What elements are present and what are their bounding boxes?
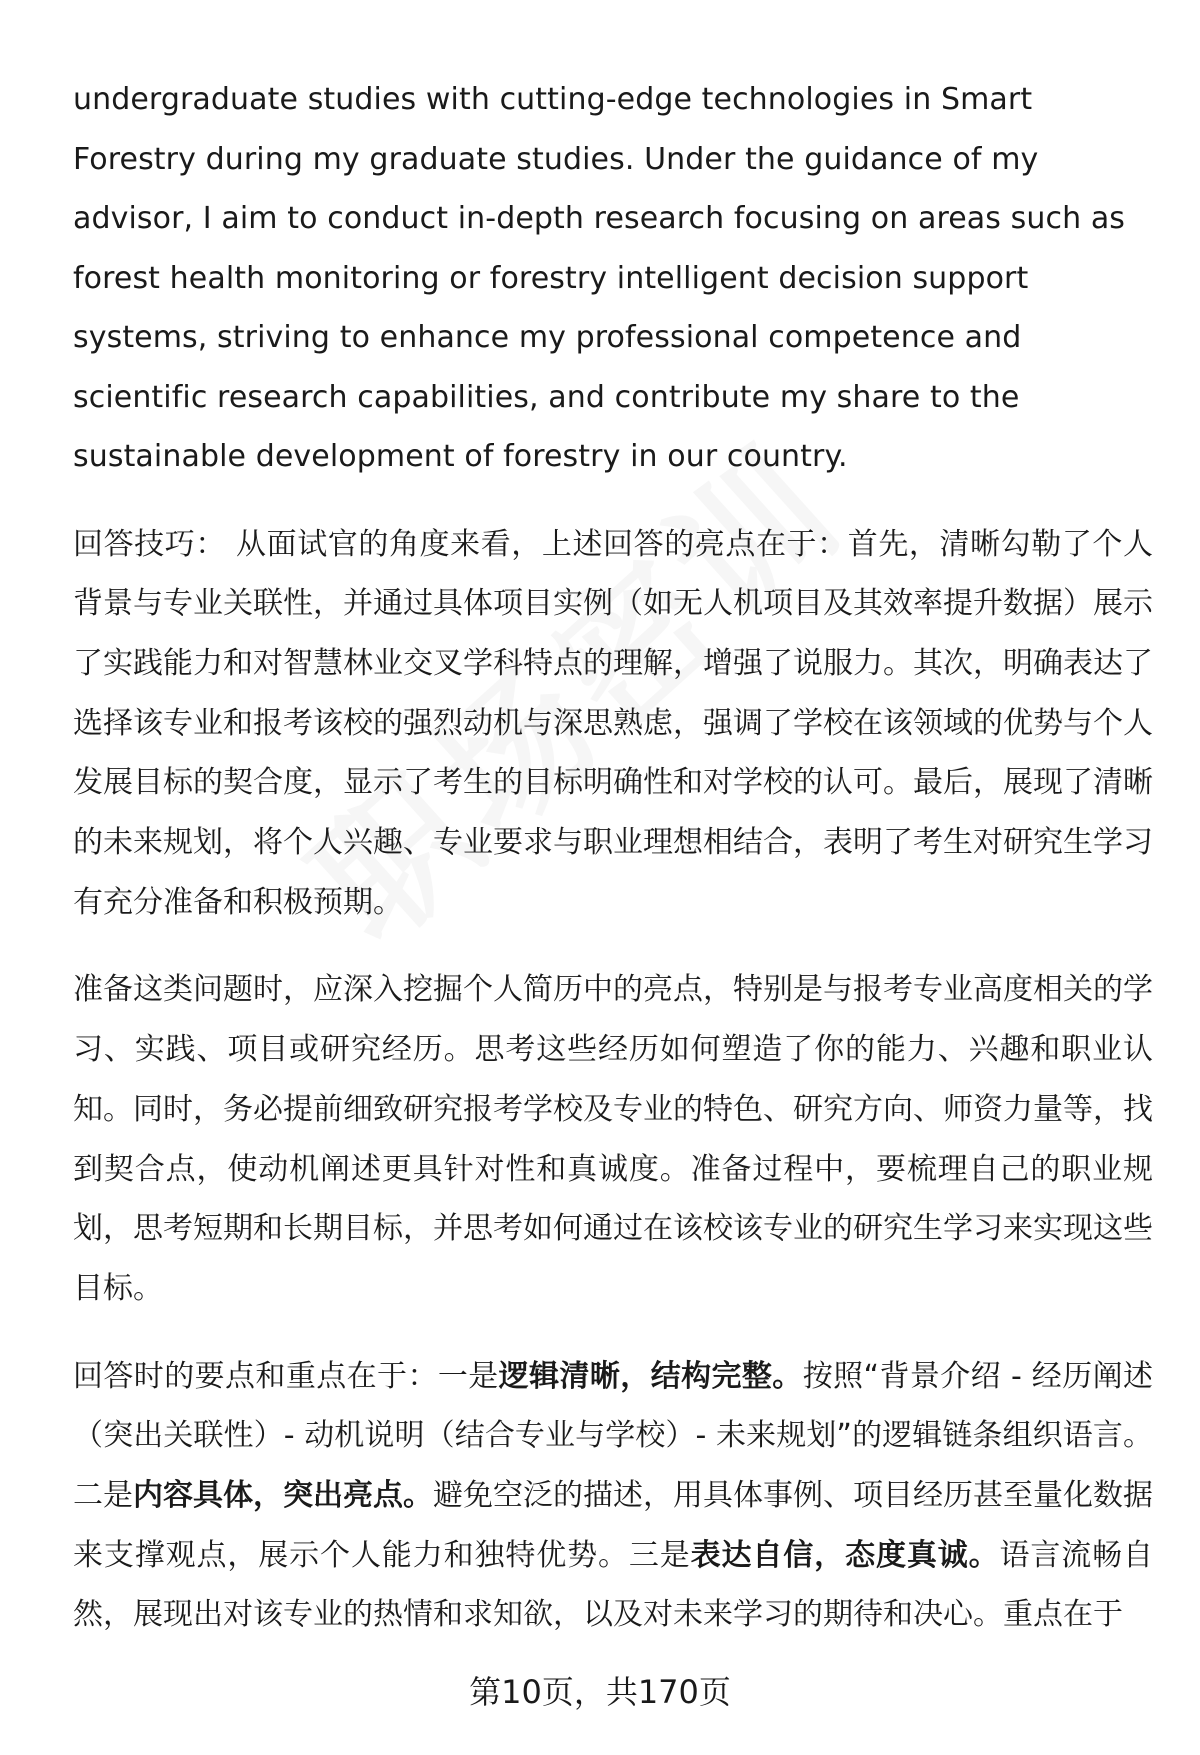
document-page xyxy=(73,70,1153,1645)
key-point-2-text: 避免空泛的描述，用具体事例、项目经历甚至量化数据来支撑观点，展示个人能力和独特优势。三是 xyxy=(73,1478,1153,1573)
key-point-2-bold: 内容具体，突出亮点。 xyxy=(133,1478,433,1514)
key-points-intro: 回答时的要点和重点在于：一是 xyxy=(73,1358,499,1394)
key-point-1-bold: 逻辑清晰，结构完整。 xyxy=(498,1358,803,1394)
intro-paragraph: undergraduate studies with cutting-edge technologies in Smart Forestry during my graduate studies. Under the guidance of my advisor, I aim to conduct in-depth research focusing on areas such as forest health monitoring or forestry intelligent decision support systems, striving to enhance my professional competence and scientific research capabilities, and contribute my share to the sustainable development of forestry in our country. xyxy=(73,82,1126,474)
key-points-paragraph xyxy=(73,1347,1153,1646)
key-point-3-text: 语言流畅自然，展现出对该专业的热情和求知欲，以及对未来学习的期待和决心。重点在于 xyxy=(73,1537,1154,1633)
tips-paragraph: 回答技巧： 从面试官的角度来看，上述回答的亮点在于：首先，清晰勾勒了个人背景与专业关联性，并通过具体项目实例（如无人机项目及其效率提升数据）展示了实践能力和对智慧林业交叉学科特点的理解，增强了说服力。其次，明确表达了选择该专业和报考该校的强烈动机与深思熟虑，强调了学校在该领域的优势与个人发展目标的契合度，显示了考生的目标明确性和对学校的认可。最后，展现了清晰的未来规划，将个人兴趣、专业要求与职业理想相结合，表明了考生对研究生学习有充分准备和积极预期。 xyxy=(73,526,1153,920)
key-point-1-text: 按照“背景介绍 - 经历阐述（突出关联性）- 动机说明（结合专业与学校）- 未来规划”的逻辑链条组织语言。二是 xyxy=(73,1358,1154,1514)
page-number-footer: 第10页，共170页 xyxy=(469,1673,731,1711)
prep-paragraph: 准备这类问题时，应深入挖掘个人简历中的亮点，特别是与报考专业高度相关的学习、实践、项目或研究经历。思考这些经历如何塑造了你的能力、兴趣和职业认知。同时，务必提前细致研究报考学校及专业的特色、研究方向、师资力量等，找到契合点，使动机阐述更具针对性和真诚度。准备过程中，要梳理自己的职业规划，思考短期和长期目标，并思考如何通过在该校该专业的研究生学习来实现这些目标。 xyxy=(73,972,1153,1306)
key-point-3-bold: 表达自信，态度真诚。 xyxy=(690,1537,1000,1573)
